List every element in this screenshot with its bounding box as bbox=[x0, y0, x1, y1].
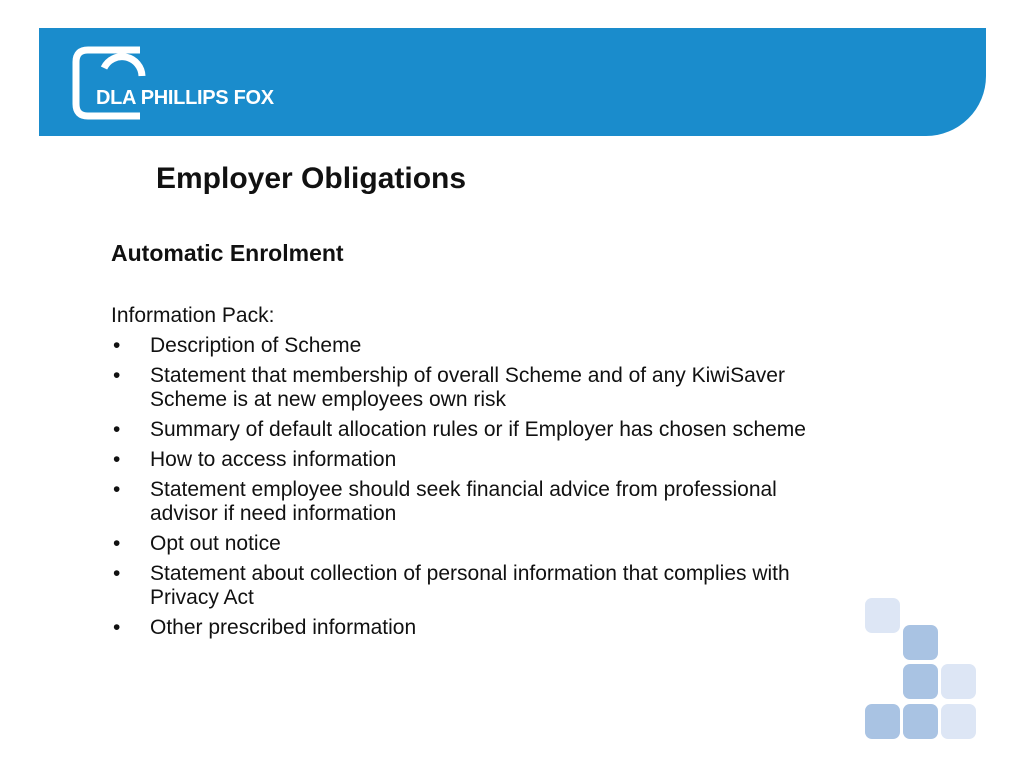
intro-text: Information Pack: bbox=[111, 304, 275, 327]
bullet-marker: • bbox=[113, 448, 121, 471]
bullet-marker: • bbox=[113, 418, 121, 441]
list-item-text: Opt out notice bbox=[150, 532, 281, 555]
dla-logo-icon bbox=[70, 44, 150, 122]
list-item bbox=[111, 418, 831, 442]
logo-text: DLA PHILLIPS FOX bbox=[96, 87, 274, 109]
bullet-marker: • bbox=[113, 616, 121, 639]
section-subtitle: Automatic Enrolment bbox=[111, 240, 344, 266]
decorative-square bbox=[865, 704, 900, 739]
decorative-square bbox=[903, 625, 938, 660]
decorative-square bbox=[941, 664, 976, 699]
bullet-marker: • bbox=[113, 532, 121, 555]
list-item-text: Other prescribed information bbox=[150, 616, 417, 639]
bullet-marker: • bbox=[113, 334, 121, 357]
list-item-text: Summary of default allocation rules or if Employer has chosen scheme bbox=[150, 418, 806, 441]
bullet-marker: • bbox=[113, 562, 121, 585]
list-item-text: Statement that membership of overall Scheme and of any KiwiSaver Scheme is at new employees own risk bbox=[150, 364, 785, 411]
list-item-text: Statement about collection of personal information that complies with Privacy Act bbox=[150, 562, 790, 609]
list-item bbox=[111, 562, 831, 610]
list-item bbox=[111, 448, 831, 472]
decorative-square bbox=[865, 598, 900, 633]
bullet-marker: • bbox=[113, 364, 121, 387]
list-item bbox=[111, 364, 831, 412]
decorative-square bbox=[941, 704, 976, 739]
list-item-text: Description of Scheme bbox=[150, 334, 362, 357]
bullet-marker: • bbox=[113, 478, 121, 501]
decorative-square bbox=[903, 664, 938, 699]
slide-title: Employer Obligations bbox=[156, 162, 467, 195]
bullet-list bbox=[111, 334, 831, 646]
header-banner bbox=[39, 28, 986, 136]
list-item bbox=[111, 616, 831, 640]
list-item-text: Statement employee should seek financial advice from professional advisor if need information bbox=[150, 478, 777, 525]
list-item bbox=[111, 334, 831, 358]
decorative-square bbox=[903, 704, 938, 739]
list-item-text: How to access information bbox=[150, 448, 397, 471]
list-item bbox=[111, 532, 831, 556]
list-item bbox=[111, 478, 831, 526]
